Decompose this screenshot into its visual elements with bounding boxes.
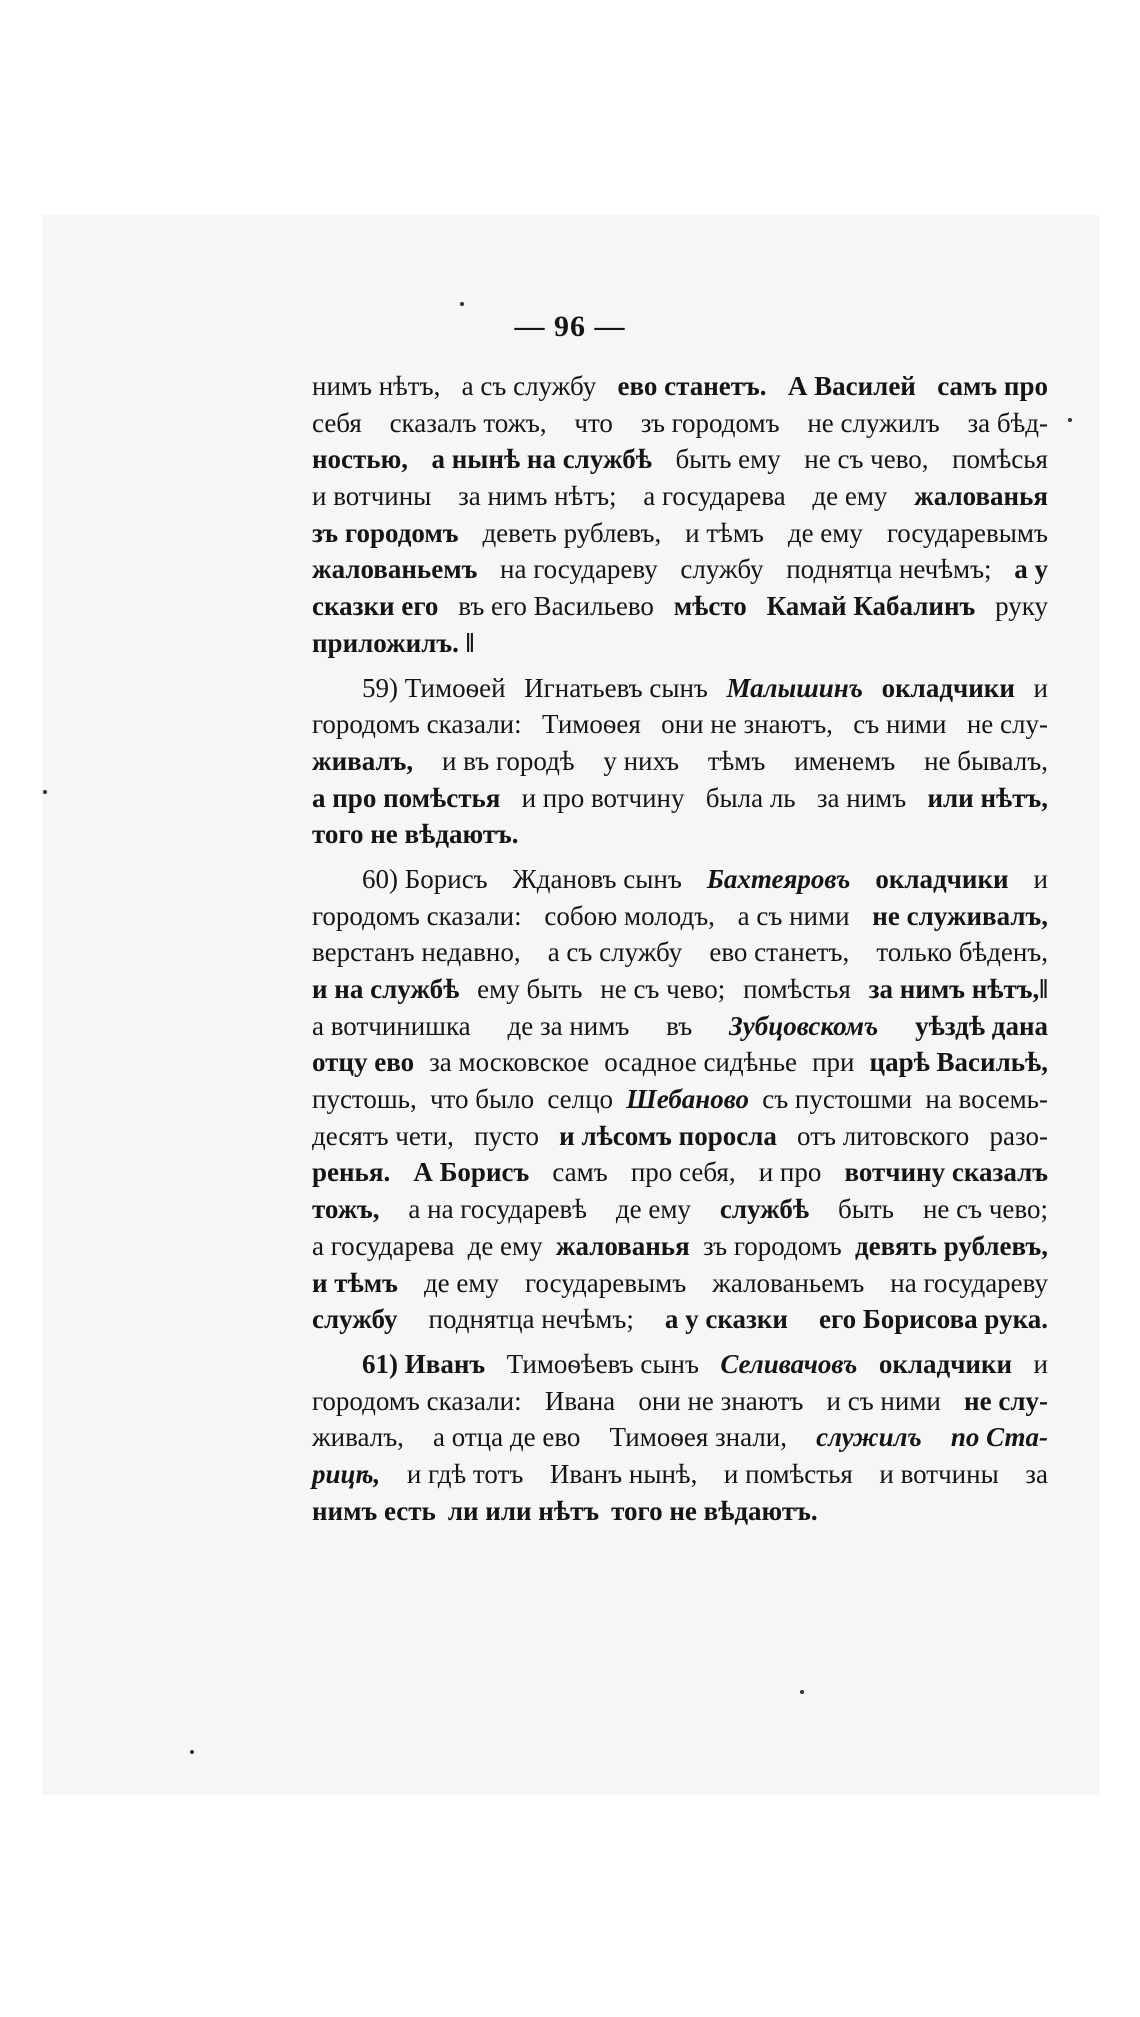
text-line: а про помѣстья и про вотчину была ль за нимъ или нѣтъ, [312,782,1048,813]
text-line: городомъ сказали: Ивана они не знаютъ и съ ними не слу- [312,1385,1048,1416]
text-line: рицѣ, и гдѣ тотъ Иванъ нынѣ, и помѣстья и вотчины за [312,1458,1048,1489]
scan-speck [800,1690,804,1694]
body-text [312,368,1048,1529]
text-line: десятъ чети, пусто и лѣсомъ поросла отъ литовского разо- [312,1120,1048,1151]
text-line: себя сказалъ тожъ, что зъ городомъ не служилъ за бѣд- [312,407,1048,438]
text-line: тожъ, а на государевѣ де ему службѣ быть не съ чево; [312,1194,1048,1225]
scan-speck [43,790,47,794]
text-line: отцу ево за московское осадное сидѣнье при царѣ Васильѣ, [312,1047,1048,1078]
text-line: живалъ, а отца де ево Тимоѳея знали, служилъ по Ста- [312,1422,1048,1453]
text-line: и тѣмъ де ему государевымъ жалованьемъ на государеву [312,1267,1048,1298]
text-line: и вотчины за нимъ нѣтъ; а государева де ему жалованья [312,481,1048,512]
text-line: нимъ нѣтъ, а съ службу ево станетъ. А Василей самъ про [312,371,1048,401]
text-line: и на службѣ ему быть не съ чево; помѣстья за нимъ нѣтъ,‖ [312,974,1048,1004]
text-line: сказки его въ его Васильево мѣсто Камай Кабалинъ руку [312,591,1048,622]
text-line: ренья. А Борисъ самъ про себя, и про вотчину сказалъ [312,1157,1048,1188]
text-line: пустошь, что было селцо Шебаново съ пустошми на восемь- [312,1084,1048,1115]
text-line: нимъ есть ли или нѣтъ того не вѣдаютъ. [312,1495,818,1526]
text-line: а вотчинишка де за нимъ въ Зубцовскомъ уѣздѣ дана [312,1010,1048,1041]
text-line: а государева де ему жалованья зъ городомъ девять рублевъ, [312,1230,1048,1261]
text-line: 59) Тимоѳей Игнатьевъ сынъ Малышинъ окладчики и [362,672,1048,703]
text-line: приложилъ. ‖ [312,627,475,658]
text-line: верстанъ недавно, а съ службу ево станетъ, только бѣденъ, [312,937,1048,968]
text-line: городомъ сказали: собою молодъ, а съ ними не служивалъ, [312,900,1048,931]
text-line: того не вѣдаютъ. [312,819,519,850]
text-line: жалованьемъ на государеву службу поднятца нечѣмъ; а у [312,554,1048,585]
scan-speck [190,1750,194,1754]
scan-speck [460,302,464,306]
scan-speck [1068,418,1072,422]
page-number: — 96 — [514,310,626,343]
text-line: живалъ, и въ городѣ у нихъ тѣмъ именемъ не бывалъ, [312,745,1048,776]
text-line: 61) Иванъ Тимоѳѣевъ сынъ Селивачовъ окладчики и [362,1348,1048,1379]
text-line: службу поднятца нечѣмъ; а у сказки его Борисова рука. [312,1304,1048,1335]
text-line: ностью, а нынѣ на службѣ быть ему не съ чево, помѣсья [312,444,1048,475]
text-line: зъ городомъ деветь рублевъ, и тѣмъ де ему государевымъ [312,517,1048,548]
text-line: городомъ сказали: Тимоѳея они не знаютъ, съ ними не слу- [312,709,1048,740]
text-line: 60) Борисъ Ждановъ сынъ Бахтеяровъ окладчики и [362,863,1048,894]
